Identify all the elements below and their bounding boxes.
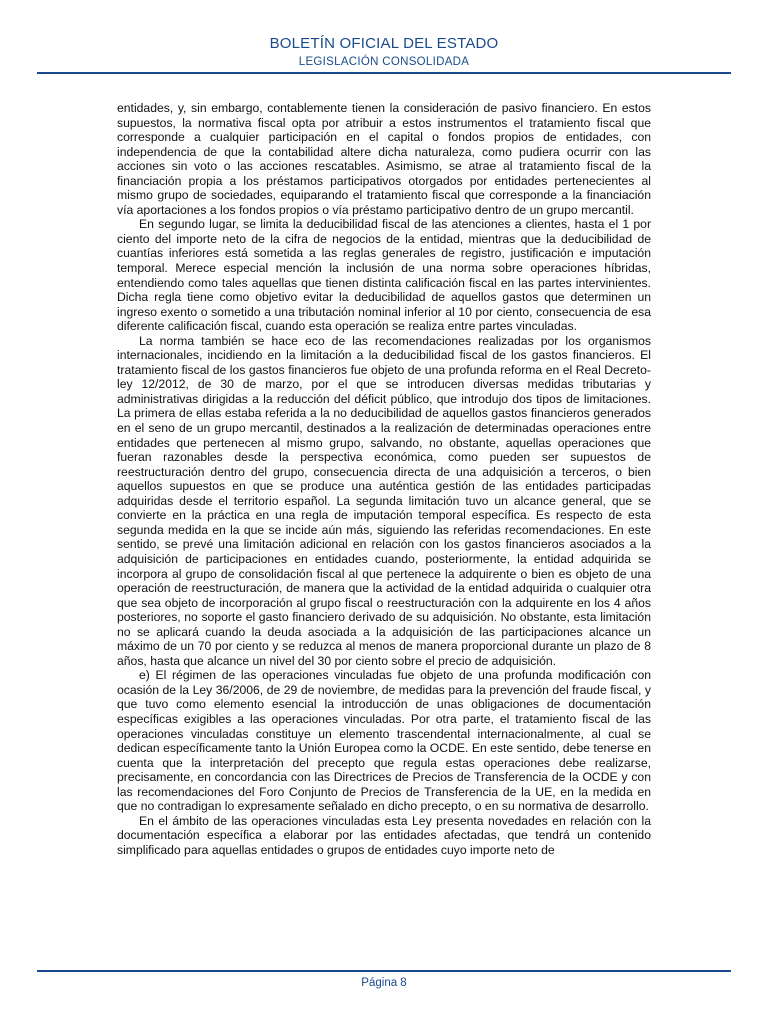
gazette-title: BOLETÍN OFICIAL DEL ESTADO (269, 35, 499, 52)
document-header (0, 34, 768, 70)
page-number: Página 8 (361, 977, 407, 989)
gazette-subtitle: LEGISLACIÓN CONSOLIDADA (298, 56, 470, 68)
paragraph: entidades, y, sin embargo, contablemente tienen la consideración de pasivo financiero. En estos supuestos, la normativa fiscal opta por atribuir a estos instrumentos el tratamiento fiscal que corresponde a cualquier participación en el capital o fondos propios de entidades, con independencia de que la contabilidad altere dicha naturaleza, como pudiera ocurrir con las acciones sin voto o las acciones rescatables. Asimismo, se atrae al tratamiento fiscal de la financiación propia a los préstamos participativos otorgados por entidades pertenecientes al mismo grupo de sociedades, equiparando el tratamiento fiscal que corresponde a la financiación vía aportaciones a los fondos propios o vía préstamo participativo dentro de un grupo mercantil. (117, 101, 651, 217)
header-divider (37, 72, 731, 74)
document-body (117, 101, 651, 857)
paragraph: La norma también se hace eco de las recomendaciones realizadas por los organismos internacionales, incidiendo en la limitación a la deducibilidad fiscal de los gastos financieros. El tratamiento fiscal de los gastos financieros fue objeto de una profunda reforma en el Real Decreto-ley 12/2012, de 30 de marzo, por el que se introducen diversas medidas tributarias y administrativas dirigidas a la reducción del déficit público, que introdujo dos tipos de limitaciones. La primera de ellas estaba referida a la no deducibilidad de aquellos gastos financieros generados en el seno de un grupo mercantil, destinados a la realización de determinadas operaciones entre entidades que pertenecen al mismo grupo, salvando, no obstante, aquellas operaciones que fueran razonables desde la perspectiva económica, como pueden ser supuestos de reestructuración dentro del grupo, consecuencia directa de una adquisición a terceros, o bien aquellos supuestos en que se produce una auténtica gestión de las entidades participadas adquiridas desde el territorio español. La segunda limitación tuvo un alcance general, que se convierte en la práctica en una regla de imputación temporal específica. Es respecto de esta segunda medida en la que se incide aún más, siguiendo las referidas recomendaciones. En este sentido, se prevé una limitación adicional en relación con los gastos financieros asociados a la adquisición de participaciones en entidades cuando, posteriormente, la entidad adquirida se incorpora al grupo de consolidación fiscal al que pertenece la adquirente o bien es objeto de una operación de reestructuración, de manera que la actividad de la entidad adquirida o cualquier otra que sea objeto de incorporación al grupo fiscal o reestructuración con la adquirente en los 4 años posteriores, no soporte el gasto financiero derivado de su adquisición. No obstante, esta limitación no se aplicará cuando la deuda asociada a la adquisición de las participaciones alcance un máximo de un 70 por ciento y se reduzca al menos de manera proporcional durante un plazo de 8 años, hasta que alcance un nivel del 30 por ciento sobre el precio de adquisición. (117, 333, 651, 668)
footer-divider (37, 970, 731, 972)
paragraph: En segundo lugar, se limita la deducibilidad fiscal de las atenciones a clientes, hasta el 1 por ciento del importe neto de la cifra de negocios de la entidad, mientras que la deducibilidad de cuantías inferiores está sometida a las reglas generales de registro, justificación e imputación temporal. Merece especial mención la inclusión de una norma sobre operaciones híbridas, entendiendo como tales aquellas que tienen distinta calificación fiscal en las partes intervinientes. Dicha regla tiene como objetivo evitar la deducibilidad de aquellos gastos que determinen un ingreso exento o sometido a una tributación nominal inferior al 10 por ciento, consecuencia de esa diferente calificación fiscal, cuando esta operación se realiza entre partes vinculadas. (117, 217, 651, 334)
paragraph: e) El régimen de las operaciones vinculadas fue objeto de una profunda modificación con ocasión de la Ley 36/2006, de 29 de noviembre, de medidas para la prevención del fraude fiscal, y que tuvo como elemento esencial la introducción de unas obligaciones de documentación específicas exigibles a las operaciones vinculadas. Por otra parte, el tratamiento fiscal de las operaciones vinculadas constituye un elemento trascendental internacionalmente, al cual se dedican específicamente tanto la Unión Europea como la OCDE. En este sentido, debe tenerse en cuenta que la interpretación del precepto que regula estas operaciones debe realizarse, precisamente, en concordancia con las Directrices de Precios de Transferencia de la OCDE y con las recomendaciones del Foro Conjunto de Precios de Transferencia de la UE, en la medida en que no contradigan lo expresamente señalado en dicho precepto, o en su normativa de desarrollo. (117, 668, 651, 814)
paragraph: En el ámbito de las operaciones vinculadas esta Ley presenta novedades en relación con la documentación específica a elaborar por las entidades afectadas, que tendrá un contenido simplificado para aquellas entidades o grupos de entidades cuyo importe neto de (117, 813, 651, 857)
